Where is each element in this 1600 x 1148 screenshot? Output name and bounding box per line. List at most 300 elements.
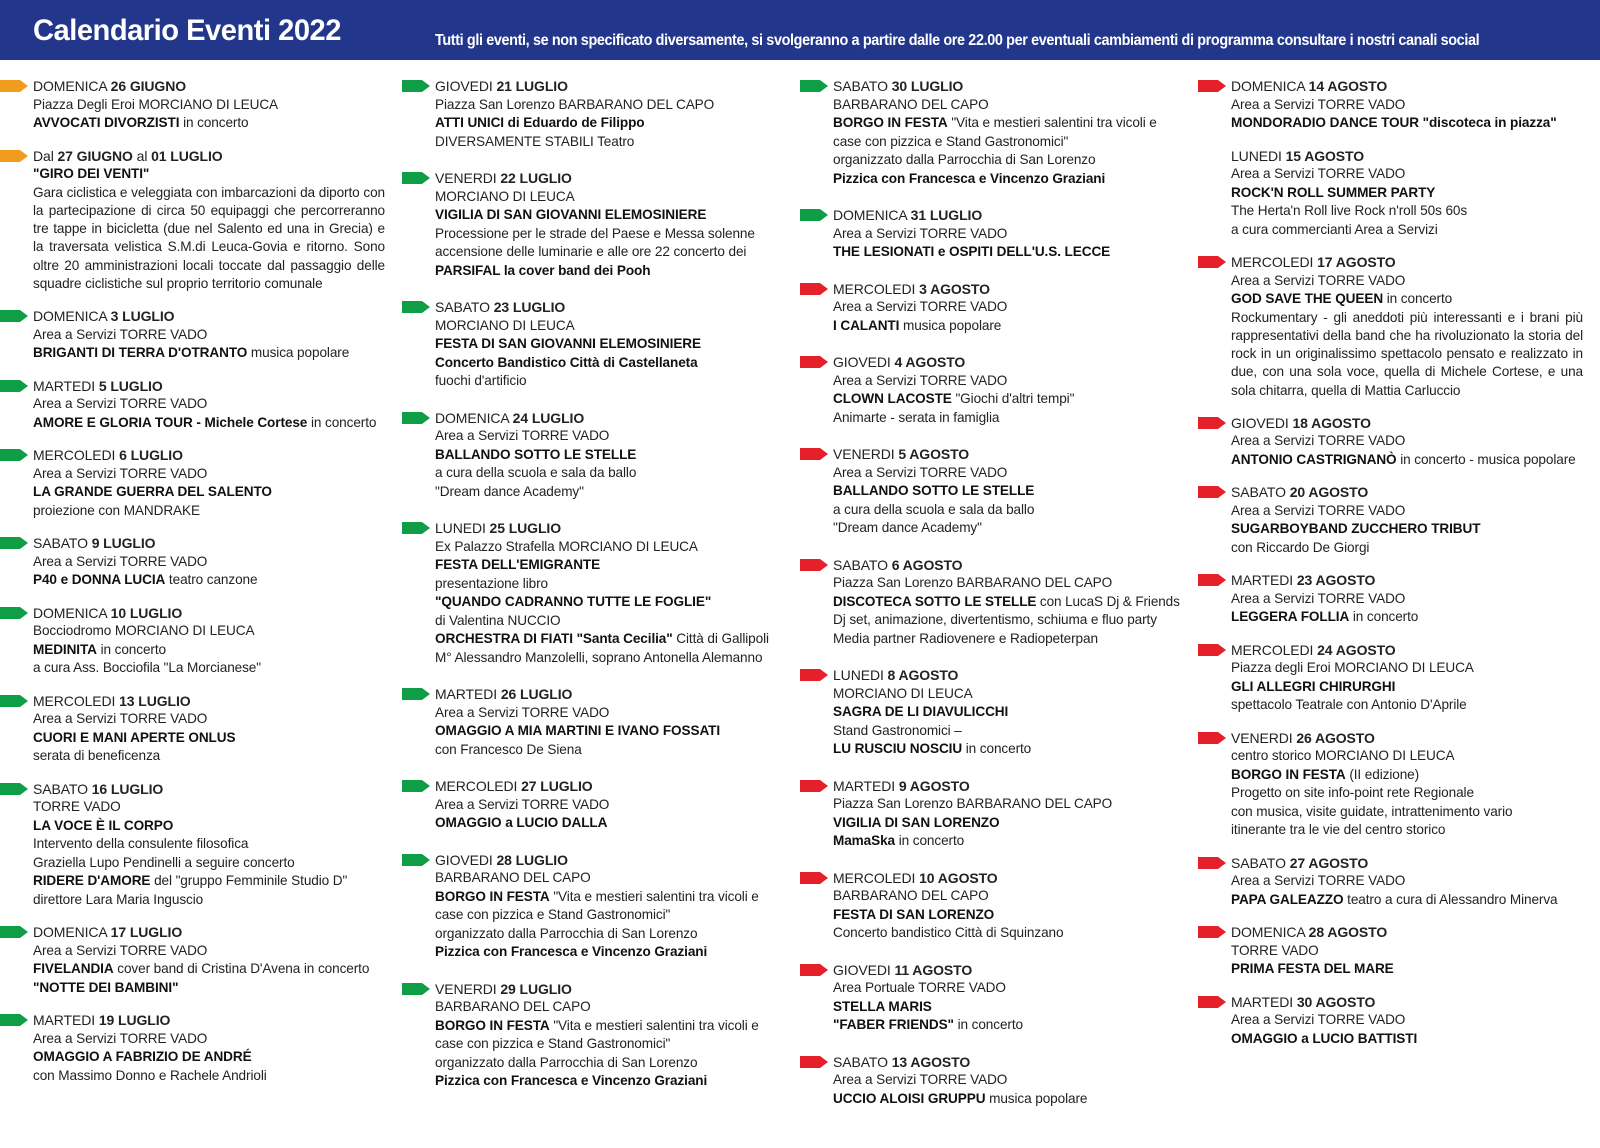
arrow-marker-icon bbox=[800, 964, 828, 976]
event-highlight: BORGO IN FESTA bbox=[435, 1017, 550, 1033]
arrow-marker-icon bbox=[1198, 644, 1226, 656]
event-line bbox=[435, 372, 782, 391]
event-line bbox=[833, 372, 1180, 391]
event-text: "Vita e mestieri salentini tra vicoli e bbox=[549, 888, 759, 904]
event-highlight: Pizzica con Francesca e Vincenzo Graziani bbox=[833, 170, 1106, 186]
event-line bbox=[833, 887, 1180, 906]
page-subtitle: Tutti gli eventi, se non specificato diversamente, si svolgeranno a partire dalle ore 22.00 per eventuali cambiamenti di programma consultare i nostri canali social bbox=[435, 32, 1480, 49]
event-highlight: Area a Servizi TORRE VADO bbox=[435, 796, 610, 812]
date-prefix: DOMENICA bbox=[33, 78, 111, 94]
event-highlight: BARBARANO DEL CAPO bbox=[435, 999, 591, 1014]
event-line bbox=[33, 641, 385, 660]
event-line bbox=[833, 390, 1180, 409]
event-line bbox=[833, 409, 1180, 428]
date-value: 27 AGOSTO bbox=[1289, 854, 1369, 871]
arrow-marker-icon bbox=[0, 926, 28, 938]
event-line bbox=[33, 817, 385, 836]
event-date bbox=[435, 685, 782, 704]
event-line bbox=[1231, 96, 1583, 115]
event-text: proiezione con MANDRAKE bbox=[33, 502, 200, 518]
event-line bbox=[33, 483, 385, 502]
event-text: di Valentina NUCCIO bbox=[435, 612, 561, 628]
date-value: 17 AGOSTO bbox=[1317, 254, 1396, 270]
arrow-marker-icon bbox=[1198, 486, 1226, 498]
event-text: Città di Gallipoli bbox=[672, 631, 769, 646]
event-line bbox=[33, 854, 385, 873]
event-highlight: RIDERE D'AMORE bbox=[33, 873, 151, 889]
event-highlight: Piazza Degli Eroi MORCIANO DI LEUCA bbox=[33, 96, 279, 112]
event-line bbox=[1231, 221, 1583, 240]
event-date bbox=[435, 777, 782, 796]
date-value: 21 LUGLIO bbox=[496, 78, 568, 94]
date-prefix: MARTEDI bbox=[33, 1012, 99, 1029]
event-line bbox=[1231, 821, 1583, 840]
event-highlight: MEDINITA bbox=[33, 641, 97, 657]
event-item bbox=[1198, 641, 1583, 715]
date-prefix: GIOVEDI bbox=[435, 78, 497, 94]
event-highlight: BORGO IN FESTA bbox=[435, 888, 550, 904]
event-text: Concerto bandistico Città di Squinzano bbox=[833, 925, 1064, 940]
event-line bbox=[33, 1067, 385, 1086]
event-item bbox=[800, 280, 1180, 336]
event-line bbox=[435, 538, 782, 557]
event-item bbox=[402, 409, 782, 502]
event-line bbox=[33, 344, 385, 363]
event-date bbox=[33, 692, 385, 711]
event-line bbox=[435, 722, 782, 741]
event-line bbox=[833, 814, 1180, 833]
event-highlight: Area a Servizi TORRE VADO bbox=[33, 326, 208, 342]
date-value: 14 AGOSTO bbox=[1308, 78, 1388, 94]
event-highlight: PARSIFAL la cover band dei Pooh bbox=[435, 262, 651, 278]
event-highlight: Area a Servizi TORRE VADO bbox=[33, 553, 208, 569]
event-date bbox=[33, 604, 385, 623]
event-item bbox=[800, 206, 1180, 262]
event-line bbox=[33, 502, 385, 521]
event-item bbox=[1198, 414, 1583, 470]
event-line bbox=[833, 593, 1178, 612]
event-date bbox=[833, 77, 1180, 96]
arrow-marker-icon bbox=[0, 150, 28, 162]
event-highlight: UCCIO ALOISI GRUPPU bbox=[833, 1090, 986, 1106]
event-line bbox=[33, 729, 385, 748]
arrow-marker-icon bbox=[800, 780, 828, 792]
event-line bbox=[1231, 891, 1583, 910]
event-text: con Massimo Donno e Rachele Andrioli bbox=[33, 1067, 267, 1083]
event-line bbox=[33, 1030, 385, 1049]
event-highlight: GLI ALLEGRI CHIRURGHI bbox=[1231, 678, 1396, 694]
event-line bbox=[435, 943, 782, 962]
event-highlight: Pizzica con Francesca e Vincenzo Graziani bbox=[435, 944, 708, 959]
event-highlight: Area a Servizi TORRE VADO bbox=[1231, 590, 1406, 606]
event-line bbox=[1231, 747, 1583, 766]
date-prefix: GIOVEDI bbox=[833, 354, 895, 370]
event-item bbox=[800, 77, 1180, 188]
arrow-marker-icon bbox=[800, 448, 828, 460]
date-prefix: DOMENICA bbox=[1231, 924, 1309, 941]
event-date bbox=[1231, 571, 1583, 590]
event-text: "Vita e mestieri salentini tra vicoli e bbox=[549, 1017, 759, 1033]
date-prefix: Dal bbox=[33, 147, 58, 164]
event-line bbox=[435, 114, 782, 133]
date-prefix: MERCOLEDI bbox=[435, 778, 522, 794]
event-line bbox=[435, 869, 782, 888]
date-value: 8 AGOSTO bbox=[887, 667, 959, 683]
event-highlight: Area a Servizi TORRE VADO bbox=[435, 704, 610, 720]
date-value: 25 LUGLIO bbox=[489, 520, 561, 536]
event-line bbox=[435, 262, 782, 281]
event-line bbox=[33, 979, 385, 998]
event-text: accensione delle luminarie e alle ore 22 concerto dei bbox=[435, 244, 747, 259]
event-item bbox=[1198, 854, 1583, 910]
event-date bbox=[1231, 854, 1583, 873]
event-line bbox=[33, 798, 385, 817]
arrow-marker-icon bbox=[402, 412, 430, 424]
event-highlight: LA GRANDE GUERRA DEL SALENTO bbox=[33, 484, 272, 500]
event-line bbox=[435, 225, 782, 244]
event-item bbox=[0, 147, 385, 294]
event-highlight: Area a Servizi TORRE VADO bbox=[435, 428, 610, 443]
event-highlight: ORCHESTRA DI FIATI "Santa Cecilia" bbox=[435, 631, 673, 646]
event-line bbox=[833, 96, 1180, 115]
event-text: in concerto bbox=[953, 1017, 1023, 1032]
event-line bbox=[33, 960, 385, 979]
event-text: in concerto bbox=[895, 833, 965, 848]
date-value: 27 GIUGNO bbox=[57, 147, 133, 164]
arrow-marker-icon bbox=[1198, 417, 1226, 429]
event-text: con musica, visite guidate, intrattenimento vario bbox=[1231, 803, 1513, 819]
date-value: 27 LUGLIO bbox=[521, 778, 593, 794]
event-line bbox=[1231, 451, 1583, 470]
event-line bbox=[1231, 520, 1583, 539]
date-value: 13 LUGLIO bbox=[119, 692, 191, 709]
event-date bbox=[1231, 483, 1583, 502]
event-date bbox=[833, 353, 1180, 372]
arrow-marker-icon bbox=[0, 695, 28, 707]
date-prefix: LUNEDI bbox=[435, 520, 490, 536]
event-line bbox=[33, 165, 385, 184]
event-highlight: CUORI E MANI APERTE ONLUS bbox=[33, 729, 236, 745]
event-line bbox=[833, 906, 1180, 925]
event-highlight: Area a Servizi TORRE VADO bbox=[833, 1072, 1008, 1087]
event-highlight: FESTA DELL'EMIGRANTE bbox=[435, 557, 601, 572]
event-line bbox=[1231, 539, 1583, 558]
arrow-marker-icon bbox=[0, 1014, 28, 1026]
event-line bbox=[435, 133, 782, 152]
event-line bbox=[833, 298, 1180, 317]
arrow-marker-icon bbox=[1198, 80, 1226, 92]
event-highlight: PRIMA FESTA DEL MARE bbox=[1231, 961, 1394, 977]
event-line bbox=[33, 659, 385, 678]
event-text: organizzato dalla Parrocchia di San Lorenzo bbox=[435, 1054, 698, 1070]
event-line bbox=[33, 553, 385, 572]
event-item bbox=[800, 556, 1180, 649]
event-text: Media partner Radiovenere e Radiopeterpan bbox=[833, 630, 1098, 646]
event-line bbox=[33, 395, 385, 414]
event-item bbox=[402, 77, 782, 151]
date-value: 23 AGOSTO bbox=[1296, 572, 1376, 589]
date-prefix: SABATO bbox=[1231, 484, 1290, 501]
event-date bbox=[435, 298, 782, 317]
event-text: a cura Ass. Bocciofila "La Morcianese" bbox=[33, 660, 261, 676]
event-date bbox=[1231, 923, 1583, 942]
event-line bbox=[33, 622, 385, 641]
event-item bbox=[402, 685, 782, 759]
event-item bbox=[1198, 483, 1583, 557]
event-text: Dj set, animazione, divertentismo, schiuma e fluo party bbox=[833, 612, 1157, 627]
event-line bbox=[833, 519, 1180, 538]
arrow-marker-icon bbox=[402, 780, 430, 792]
arrow-marker-icon bbox=[0, 380, 28, 392]
event-highlight: Piazza degli Eroi MORCIANO DI LEUCA bbox=[1231, 660, 1474, 676]
arrow-marker-icon bbox=[800, 669, 828, 681]
event-highlight: Area a Servizi TORRE VADO bbox=[33, 711, 208, 727]
event-highlight: OMAGGIO A MIA MARTINI E IVANO FOSSATI bbox=[435, 723, 721, 738]
event-line bbox=[435, 888, 782, 907]
event-item bbox=[1198, 147, 1583, 240]
event-line bbox=[33, 835, 385, 854]
date-value: 3 AGOSTO bbox=[919, 280, 990, 297]
date-prefix: MERCOLEDI bbox=[1231, 254, 1318, 270]
event-line bbox=[435, 814, 782, 833]
event-item bbox=[0, 780, 385, 910]
event-highlight: BARBARANO DEL CAPO bbox=[833, 888, 989, 903]
event-highlight: P40 e DONNA LUCIA bbox=[33, 572, 166, 588]
event-highlight: MONDORADIO DANCE TOUR "discoteca in piazza" bbox=[1231, 115, 1557, 130]
date-value: 30 LUGLIO bbox=[891, 78, 964, 94]
event-highlight: BALLANDO SOTTO LE STELLE bbox=[833, 483, 1035, 498]
event-item bbox=[1198, 77, 1583, 133]
event-text: case con pizzica e Stand Gastronomici" bbox=[435, 1036, 671, 1051]
event-highlight: Area a Servizi TORRE VADO bbox=[1231, 502, 1406, 518]
event-highlight: SUGARBOYBAND ZUCCHERO TRIBUT bbox=[1231, 521, 1481, 537]
event-highlight: Area a Servizi TORRE VADO bbox=[1231, 873, 1406, 889]
event-date bbox=[435, 409, 782, 428]
date-prefix: DOMENICA bbox=[1231, 78, 1309, 94]
column-2 bbox=[402, 77, 782, 1109]
event-date bbox=[435, 519, 782, 538]
date-value: 16 LUGLIO bbox=[91, 780, 164, 797]
arrow-marker-icon bbox=[402, 522, 430, 534]
date-prefix: VENERDI bbox=[1231, 729, 1297, 746]
event-text: case con pizzica e Stand Gastronomici" bbox=[435, 907, 671, 922]
date-value: 01 LUGLIO bbox=[151, 147, 223, 164]
event-line bbox=[435, 464, 782, 483]
event-highlight: Piazza San Lorenzo BARBARANO DEL CAPO bbox=[833, 575, 1113, 590]
events-grid bbox=[0, 60, 1600, 1148]
event-line bbox=[435, 1035, 782, 1054]
arrow-marker-icon bbox=[1198, 926, 1226, 938]
event-highlight: Area a Servizi TORRE VADO bbox=[833, 372, 1008, 388]
event-description: Gara ciclistica e veleggiata con imbarcazioni da diporto con la partecipazione di circa 50 equipaggi che percorreranno tre tappe in bicicletta (due nel Salento ed una in Grecia) e la traversata velistica S.M.di Leuca-Govia e ritorno. Sono oltre 20 amministrazioni locali toccate dal passaggio delle squadre ciclistiche sul proprio territorio comunale bbox=[33, 184, 385, 291]
event-highlight: OMAGGIO a LUCIO BATTISTI bbox=[1231, 1030, 1418, 1046]
event-line bbox=[833, 722, 1180, 741]
event-highlight: VIGILIA DI SAN LORENZO bbox=[833, 814, 1000, 830]
event-highlight: Area a Servizi TORRE VADO bbox=[33, 465, 208, 481]
date-prefix: VENERDI bbox=[435, 170, 501, 186]
event-date bbox=[833, 556, 1180, 575]
event-line bbox=[833, 924, 1180, 943]
event-text: organizzato dalla Parrocchia di San Lorenzo bbox=[435, 925, 698, 941]
event-item bbox=[800, 961, 1180, 1035]
date-value: 9 LUGLIO bbox=[91, 535, 156, 552]
date-value: 4 AGOSTO bbox=[894, 354, 966, 370]
arrow-marker-icon bbox=[0, 537, 28, 549]
event-line bbox=[33, 326, 385, 345]
date-value: 20 AGOSTO bbox=[1289, 484, 1369, 501]
date-prefix: DOMENICA bbox=[33, 604, 111, 621]
event-item bbox=[800, 869, 1180, 943]
date-value: 6 AGOSTO bbox=[891, 556, 963, 573]
event-line bbox=[435, 1017, 782, 1036]
event-line bbox=[435, 317, 782, 336]
date-value: 9 AGOSTO bbox=[898, 777, 970, 794]
event-highlight: OMAGGIO A FABRIZIO DE ANDRÉ bbox=[33, 1049, 252, 1065]
date-value: 30 AGOSTO bbox=[1296, 993, 1376, 1010]
arrow-marker-icon bbox=[800, 356, 828, 368]
event-highlight: ATTI UNICI di Eduardo de Filippo bbox=[435, 115, 645, 130]
event-line bbox=[833, 114, 1180, 133]
date-value: 13 AGOSTO bbox=[891, 1053, 971, 1070]
event-highlight: ROCK'N ROLL SUMMER PARTY bbox=[1231, 184, 1436, 200]
event-highlight: CLOWN LACOSTE bbox=[833, 391, 952, 406]
event-highlight: "FABER FRIENDS" bbox=[833, 1017, 954, 1032]
date-value: 28 LUGLIO bbox=[496, 851, 568, 868]
event-item bbox=[1198, 923, 1583, 979]
date-prefix: VENERDI bbox=[435, 980, 501, 997]
event-item bbox=[1198, 571, 1583, 627]
event-text: serata di beneficenza bbox=[33, 748, 161, 764]
event-date bbox=[833, 961, 1180, 980]
event-line bbox=[833, 170, 1180, 189]
event-line bbox=[1231, 942, 1583, 961]
event-date bbox=[833, 869, 1180, 888]
event-line bbox=[1231, 678, 1583, 697]
event-highlight: Area a Servizi TORRE VADO bbox=[33, 1030, 208, 1046]
date-prefix: MARTEDI bbox=[1231, 993, 1297, 1010]
event-highlight: DISCOTECA SOTTO LE STELLE bbox=[833, 593, 1037, 609]
arrow-marker-icon bbox=[800, 1056, 828, 1068]
arrow-marker-icon bbox=[800, 80, 828, 92]
event-line bbox=[1231, 766, 1583, 785]
date-value: 22 LUGLIO bbox=[500, 170, 572, 186]
arrow-marker-icon bbox=[1198, 857, 1226, 869]
event-highlight: FIVELANDIA bbox=[33, 961, 114, 977]
event-text: Intervento della consulente filosofica bbox=[33, 836, 249, 852]
event-item bbox=[402, 298, 782, 391]
event-date bbox=[1231, 993, 1583, 1012]
event-highlight: Area a Servizi TORRE VADO bbox=[1231, 96, 1406, 112]
event-line bbox=[1231, 1011, 1583, 1030]
event-text: con Riccardo De Giorgi bbox=[1231, 539, 1370, 555]
date-prefix: MARTEDI bbox=[33, 377, 99, 394]
event-highlight: Ex Palazzo Strafella MORCIANO DI LEUCA bbox=[435, 538, 698, 554]
event-line bbox=[1231, 1030, 1583, 1049]
event-text: del "gruppo Femminile Studio D" bbox=[150, 873, 348, 889]
event-highlight: LEGGERA FOLLIA bbox=[1231, 609, 1350, 625]
event-line bbox=[33, 942, 385, 961]
event-item bbox=[402, 519, 782, 667]
event-highlight: Bocciodromo MORCIANO DI LEUCA bbox=[33, 623, 255, 639]
event-date bbox=[33, 534, 385, 553]
arrow-marker-icon bbox=[0, 310, 28, 322]
event-text: musica popolare bbox=[247, 345, 350, 361]
column-4 bbox=[1198, 77, 1583, 1062]
event-line bbox=[1231, 502, 1583, 521]
event-date bbox=[1231, 729, 1583, 748]
event-text: musica popolare bbox=[899, 317, 1002, 333]
date-prefix: SABATO bbox=[435, 299, 494, 315]
event-date bbox=[1231, 147, 1583, 166]
date-value: 24 LUGLIO bbox=[512, 409, 585, 426]
date-prefix: SABATO bbox=[33, 535, 92, 552]
event-highlight: Area a Servizi TORRE VADO bbox=[1231, 272, 1406, 288]
date-prefix: MERCOLEDI bbox=[33, 447, 120, 464]
event-highlight: TORRE VADO bbox=[33, 799, 121, 815]
event-line bbox=[833, 574, 1180, 593]
event-line bbox=[833, 979, 1180, 998]
event-item bbox=[800, 445, 1180, 538]
event-highlight: "GIRO DEI VENTI" bbox=[33, 166, 150, 181]
event-date bbox=[435, 851, 782, 870]
date-value: 6 LUGLIO bbox=[119, 447, 183, 464]
event-line bbox=[833, 630, 1180, 649]
event-text: The Herta'n Roll live Rock n'roll 50s 60s bbox=[1231, 203, 1468, 218]
event-text: musica popolare bbox=[985, 1090, 1088, 1106]
arrow-marker-icon bbox=[1198, 732, 1226, 744]
event-date bbox=[33, 1011, 385, 1030]
date-value: 26 GIUGNO bbox=[110, 78, 187, 94]
event-line bbox=[33, 891, 385, 910]
event-line bbox=[1231, 659, 1583, 678]
event-text: "Dream dance Academy" bbox=[833, 520, 982, 535]
event-date bbox=[1231, 641, 1583, 660]
event-line bbox=[435, 575, 782, 594]
event-highlight: BRIGANTI DI TERRA D'OTRANTO bbox=[33, 345, 248, 361]
date-prefix: DOMENICA bbox=[33, 924, 111, 941]
date-value: 24 AGOSTO bbox=[1317, 641, 1396, 658]
event-highlight: Area a Servizi TORRE VADO bbox=[833, 225, 1008, 241]
date-prefix: MERCOLEDI bbox=[1231, 641, 1318, 658]
event-line bbox=[1231, 590, 1583, 609]
event-line bbox=[33, 96, 385, 115]
event-date bbox=[33, 923, 385, 942]
event-line bbox=[435, 335, 782, 354]
event-line bbox=[833, 832, 1180, 851]
event-date bbox=[833, 666, 1180, 685]
event-highlight: VIGILIA DI SAN GIOVANNI ELEMOSINIERE bbox=[435, 207, 707, 222]
arrow-marker-icon bbox=[402, 301, 430, 313]
date-prefix: GIOVEDI bbox=[1231, 414, 1293, 431]
date-value: 23 LUGLIO bbox=[493, 299, 566, 315]
arrow-marker-icon bbox=[800, 209, 828, 221]
event-text: in concerto bbox=[96, 641, 166, 657]
event-highlight: PAPA GALEAZZO bbox=[1231, 891, 1344, 907]
event-text: in concerto bbox=[179, 115, 249, 130]
arrow-marker-icon bbox=[0, 449, 28, 461]
event-text: "Giochi d'altri tempi" bbox=[951, 391, 1075, 406]
event-line bbox=[833, 1016, 1180, 1035]
event-highlight: Area a Servizi TORRE VADO bbox=[1231, 1012, 1406, 1028]
arrow-marker-icon bbox=[402, 983, 430, 995]
date-prefix: GIOVEDI bbox=[833, 961, 895, 978]
event-item bbox=[0, 534, 385, 590]
date-prefix: DOMENICA bbox=[833, 207, 911, 223]
date-value: 26 LUGLIO bbox=[500, 686, 573, 702]
event-item bbox=[800, 666, 1180, 759]
event-highlight: Area a Servizi TORRE VADO bbox=[1231, 166, 1406, 181]
event-item bbox=[0, 692, 385, 766]
